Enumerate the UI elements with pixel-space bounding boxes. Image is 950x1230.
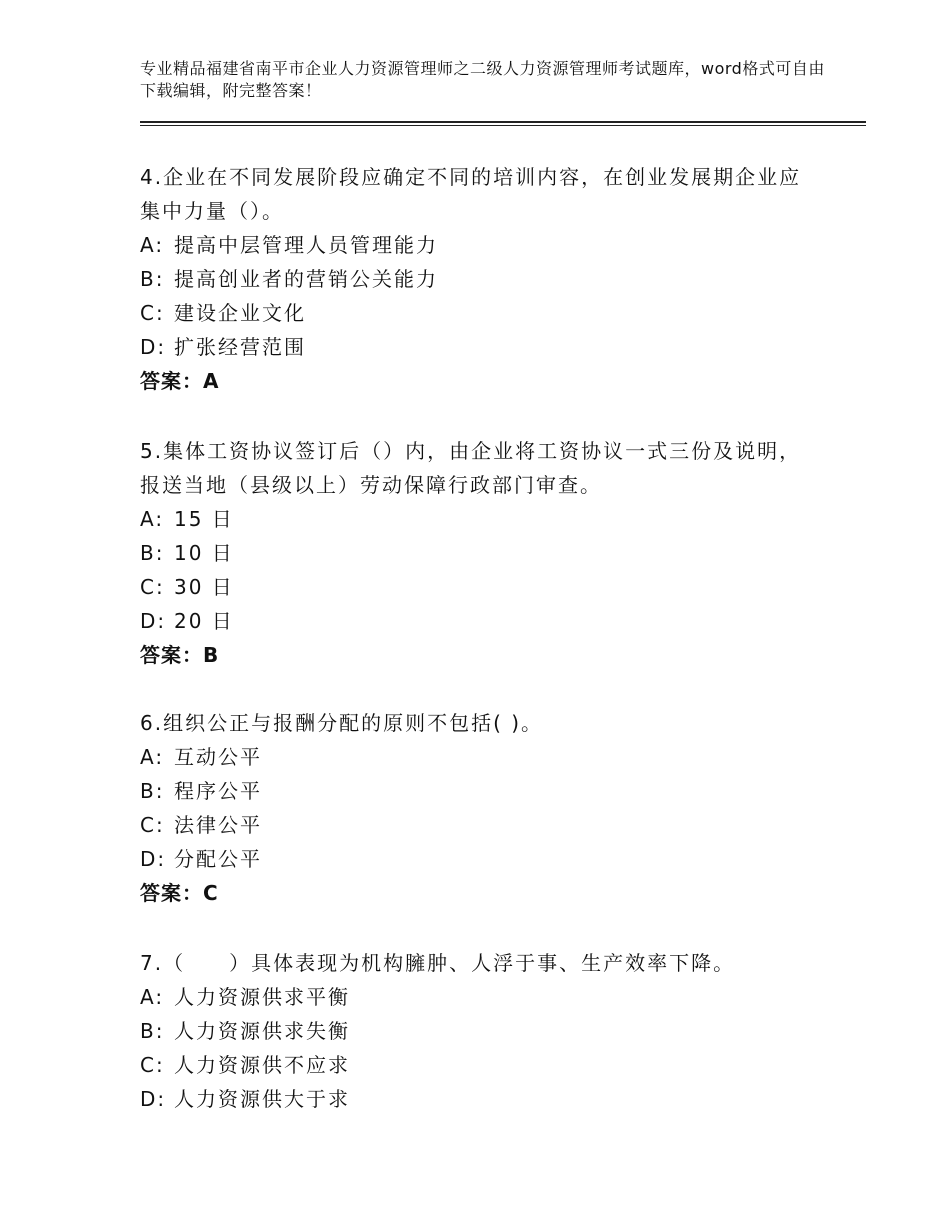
option-text: 10 日: [174, 541, 234, 565]
option-text: 20 日: [174, 609, 234, 633]
question-stem: 4.企业在不同发展阶段应确定不同的培训内容，在创业发展期企业应集中力量（）。: [140, 165, 802, 223]
option-label: C:: [140, 1053, 165, 1077]
option-label: A:: [140, 507, 165, 531]
option-a: [140, 502, 820, 536]
option-label: A:: [140, 745, 165, 769]
option-b: [140, 1014, 820, 1048]
option-b: [140, 262, 820, 296]
option-c: [140, 1048, 820, 1082]
option-label: D:: [140, 609, 167, 633]
question-7: [140, 946, 820, 1116]
option-text: 提高中层管理人员管理能力: [174, 233, 438, 257]
option-a: [140, 228, 820, 262]
option-a: [140, 740, 820, 774]
question-stem: 7.（ ）具体表现为机构臃肿、人浮于事、生产效率下降。: [140, 951, 736, 975]
option-label: C:: [140, 575, 165, 599]
answer: 答案：A: [140, 369, 220, 393]
option-label: B:: [140, 1019, 165, 1043]
option-d: [140, 842, 820, 876]
option-label: B:: [140, 267, 165, 291]
option-text: 法律公平: [174, 813, 262, 837]
question-stem: 6.组织公正与报酬分配的原则不包括( )。: [140, 711, 544, 735]
answer: 答案：C: [140, 881, 219, 905]
option-d: [140, 604, 820, 638]
option-label: D:: [140, 847, 167, 871]
option-d: [140, 1082, 820, 1116]
option-label: D:: [140, 335, 167, 359]
option-text: 建设企业文化: [174, 301, 306, 325]
option-text: 程序公平: [174, 779, 262, 803]
option-text: 提高创业者的营销公关能力: [174, 267, 438, 291]
option-c: [140, 570, 820, 604]
option-text: 互动公平: [174, 745, 262, 769]
question-stem: 5.集体工资协议签订后（）内，由企业将工资协议一式三份及说明，报送当地（县级以上）劳动保障行政部门审查。: [140, 439, 802, 497]
option-text: 15 日: [174, 507, 234, 531]
header-divider-thin: [140, 125, 866, 126]
option-a: [140, 980, 820, 1014]
option-text: 30 日: [174, 575, 234, 599]
option-c: [140, 808, 820, 842]
document-header: 专业精品福建省南平市企业人力资源管理师之二级人力资源管理师考试题库，word格式可自由下载编辑，附完整答案！: [140, 59, 825, 100]
option-d: [140, 330, 820, 364]
option-label: A:: [140, 985, 165, 1009]
option-label: D:: [140, 1087, 167, 1111]
option-label: A:: [140, 233, 165, 257]
option-b: [140, 536, 820, 570]
question-6: [140, 706, 820, 910]
option-text: 人力资源供不应求: [174, 1053, 350, 1077]
option-label: C:: [140, 301, 165, 325]
option-text: 扩张经营范围: [174, 335, 306, 359]
option-text: 人力资源供求失衡: [174, 1019, 350, 1043]
question-4: [140, 160, 820, 398]
question-5: [140, 434, 820, 672]
option-c: [140, 296, 820, 330]
option-b: [140, 774, 820, 808]
option-label: B:: [140, 779, 165, 803]
option-text: 人力资源供大于求: [174, 1087, 350, 1111]
answer: 答案：B: [140, 643, 220, 667]
header-divider-thick: [140, 121, 866, 123]
option-label: C:: [140, 813, 165, 837]
option-text: 分配公平: [174, 847, 262, 871]
option-text: 人力资源供求平衡: [174, 985, 350, 1009]
option-label: B:: [140, 541, 165, 565]
